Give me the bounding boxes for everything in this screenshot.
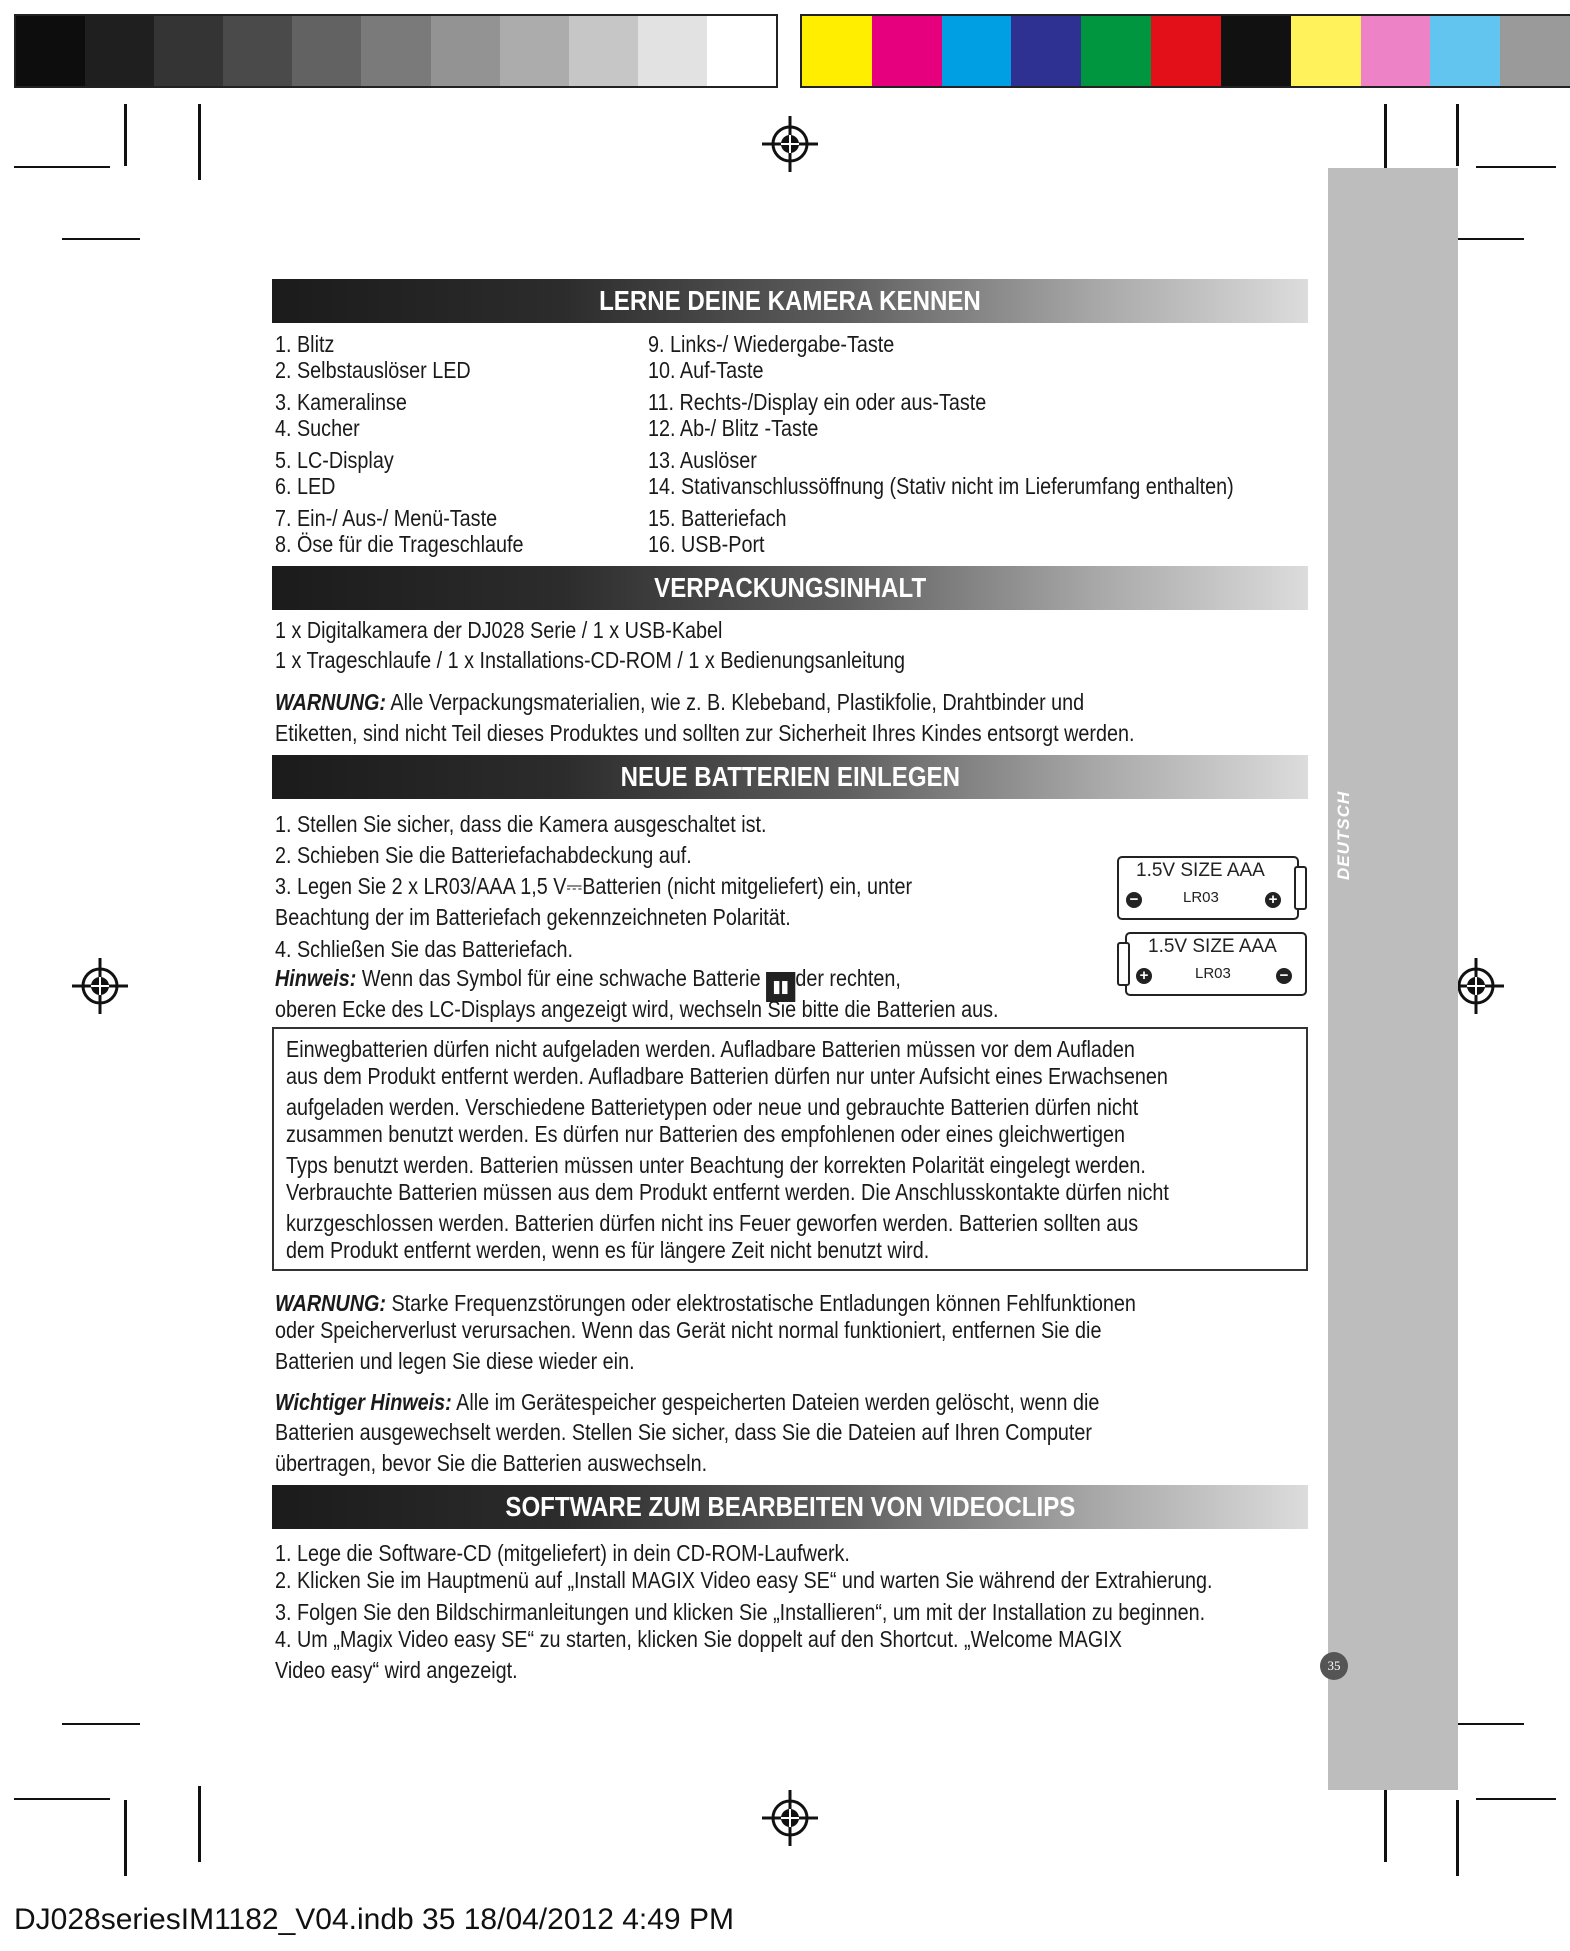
- list-item: 12. Ab-/ Blitz -Taste: [648, 415, 819, 441]
- color-swatch: [569, 16, 638, 86]
- color-swatch: [1430, 16, 1500, 86]
- section-header-know-camera: LERNE DEINE KAMERA KENNEN: [272, 279, 1308, 323]
- interference-warning-line: Batterien und legen Sie diese wieder ein.: [275, 1348, 635, 1374]
- list-item: 16. USB-Port: [648, 531, 765, 557]
- color-swatch: [85, 16, 154, 86]
- notice-line: Einwegbatterien dürfen nicht aufgeladen werden. Aufladbare Batterien müssen vor dem Aufladen: [286, 1036, 1135, 1062]
- notice-line: dem Produkt entfernt werden, wenn es für längere Zeit nicht benutzt wird.: [286, 1237, 930, 1263]
- list-item: 15. Batteriefach: [648, 505, 787, 531]
- color-swatch: [292, 16, 361, 86]
- important-hint-line: Batterien ausgewechselt werden. Stellen Sie sicher, dass Sie die Dateien auf Ihren Computer: [275, 1419, 1092, 1445]
- list-item: 3. Kameralinse: [275, 389, 407, 415]
- list-item: 11. Rechts-/Display ein oder aus-Taste: [648, 389, 987, 415]
- important-hint: Wichtiger Hinweis: Alle im Gerätespeicher gespeicherten Dateien werden gelöscht, wenn die: [275, 1389, 1100, 1415]
- color-swatch: [1361, 16, 1431, 86]
- registration-mark-icon: [762, 116, 818, 172]
- list-item: 8. Öse für die Trageschlaufe: [275, 531, 524, 557]
- color-calibration-strip: [800, 14, 1570, 88]
- color-swatch: [802, 16, 872, 86]
- battery-hint: Hinweis: Wenn das Symbol für eine schwache Batterie ▮▮ der rechten,: [275, 966, 901, 1002]
- color-swatch: [942, 16, 1012, 86]
- list-item: 7. Ein-/ Aus-/ Menü-Taste: [275, 505, 498, 531]
- battery-step: 2. Schieben Sie die Batteriefachabdeckung auf.: [275, 842, 692, 868]
- list-item: 14. Stativanschlussöffnung (Stativ nicht im Lieferumfang enthalten): [648, 473, 1234, 499]
- list-item: 13. Auslöser: [648, 447, 757, 473]
- color-swatch: [872, 16, 942, 86]
- color-swatch: [1221, 16, 1291, 86]
- package-line: 1 x Trageschlaufe / 1 x Installations-CD-ROM / 1 x Bedienungsanleitung: [275, 647, 905, 673]
- notice-line: Verbrauchte Batterien müssen aus dem Produkt entfernt werden. Die Anschlusskontakte dürfen nicht: [286, 1179, 1169, 1205]
- software-step: 4. Um „Magix Video easy SE“ zu starten, klicken Sie doppelt auf den Shortcut. „Welcome MAGIX: [275, 1626, 1122, 1652]
- language-label: DEUTSCH: [1334, 790, 1353, 880]
- battery-step-line: Beachtung der im Batteriefach gekennzeichneten Polarität.: [275, 904, 791, 930]
- low-battery-icon: ▮▮: [766, 972, 795, 1002]
- list-item: 2. Selbstauslöser LED: [275, 357, 471, 383]
- color-swatch: [431, 16, 500, 86]
- registration-mark-icon: [762, 1790, 818, 1846]
- language-side-tab: [1328, 168, 1458, 1790]
- color-swatch: [16, 16, 85, 86]
- software-step: 2. Klicken Sie im Hauptmenü auf „Install MAGIX Video easy SE“ und warten Sie während der Extrahierung.: [275, 1567, 1213, 1593]
- notice-line: Typs benutzt werden. Batterien müssen unter Beachtung der korrekten Polarität eingelegt werden.: [286, 1152, 1146, 1178]
- list-item: 6. LED: [275, 473, 336, 499]
- minus-icon: −: [1276, 968, 1292, 984]
- color-swatch: [1500, 16, 1570, 86]
- plus-icon: +: [1136, 968, 1152, 984]
- color-swatch: [1011, 16, 1081, 86]
- color-swatch: [1291, 16, 1361, 86]
- color-swatch: [154, 16, 223, 86]
- notice-line: kurzgeschlossen werden. Batterien dürfen nicht ins Feuer geworfen werden. Batterien sollten aus: [286, 1210, 1139, 1236]
- battery-step: 1. Stellen Sie sicher, dass die Kamera ausgeschaltet ist.: [275, 811, 767, 837]
- package-line: 1 x Digitalkamera der DJ028 Serie / 1 x USB-Kabel: [275, 617, 723, 643]
- notice-line: aus dem Produkt entfernt werden. Aufladbare Batterien dürfen nur unter Aufsicht eines Erwachsenen: [286, 1063, 1168, 1089]
- color-swatch: [1081, 16, 1151, 86]
- print-slug: DJ028seriesIM1182_V04.indb 35 18/04/2012 4:49 PM: [14, 1903, 734, 1936]
- color-swatch: [1151, 16, 1221, 86]
- list-item: 5. LC-Display: [275, 447, 394, 473]
- grayscale-calibration-strip: [14, 14, 778, 88]
- section-header-package: VERPACKUNGSINHALT: [272, 566, 1308, 610]
- color-swatch: [707, 16, 776, 86]
- minus-icon: −: [1126, 892, 1142, 908]
- list-item: 10. Auf-Taste: [648, 357, 764, 383]
- section-header-batteries: NEUE BATTERIEN EINLEGEN: [272, 755, 1308, 799]
- battery-step: 4. Schließen Sie das Batteriefach.: [275, 936, 573, 962]
- interference-warning-line: oder Speicherverlust verursachen. Wenn das Gerät nicht normal funktioniert, entfernen Sie die: [275, 1317, 1102, 1343]
- software-step: 1. Lege die Software-CD (mitgeliefert) in dein CD-ROM-Laufwerk.: [275, 1540, 850, 1566]
- plus-icon: +: [1265, 892, 1281, 908]
- notice-line: zusammen benutzt werden. Es dürfen nur Batterien des empfohlenen oder eines gleichwertigen: [286, 1121, 1125, 1147]
- notice-line: aufgeladen werden. Verschiedene Batterietypen oder neue und gebrauchte Batterien dürfen nicht: [286, 1094, 1139, 1120]
- color-swatch: [361, 16, 430, 86]
- list-item: 9. Links-/ Wiedergabe-Taste: [648, 331, 895, 357]
- color-swatch: [500, 16, 569, 86]
- packaging-warning-line: Etiketten, sind nicht Teil dieses Produktes und sollten zur Sicherheit Ihres Kindes entsorgt werden.: [275, 720, 1135, 746]
- list-item: 1. Blitz: [275, 331, 335, 357]
- packaging-warning: WARNUNG: Alle Verpackungsmaterialien, wie z. B. Klebeband, Plastikfolie, Drahtbinder und: [275, 689, 1085, 715]
- software-step-line: Video easy“ wird angezeigt.: [275, 1657, 518, 1683]
- software-step: 3. Folgen Sie den Bildschirmanleitungen und klicken Sie „Installieren“, um mit der Installation zu beginnen.: [275, 1599, 1206, 1625]
- section-header-software: SOFTWARE ZUM BEARBEITEN VON VIDEOCLIPS: [272, 1485, 1308, 1529]
- registration-mark-icon: [72, 958, 128, 1014]
- color-swatch: [638, 16, 707, 86]
- interference-warning: WARNUNG: Starke Frequenzstörungen oder elektrostatische Entladungen können Fehlfunktionen: [275, 1290, 1136, 1316]
- battery-step: 3. Legen Sie 2 x LR03/AAA 1,5 V⎓Batterien (nicht mitgeliefert) ein, unter: [275, 873, 913, 899]
- dc-voltage-symbol: ⎓: [566, 873, 583, 899]
- important-hint-line: übertragen, bevor Sie die Batterien auswechseln.: [275, 1450, 708, 1476]
- color-swatch: [223, 16, 292, 86]
- page-number: 35: [1320, 1652, 1348, 1680]
- list-item: 4. Sucher: [275, 415, 360, 441]
- battery-hint-line: oberen Ecke des LC-Displays angezeigt wird, wechseln Sie bitte die Batterien aus.: [275, 996, 999, 1022]
